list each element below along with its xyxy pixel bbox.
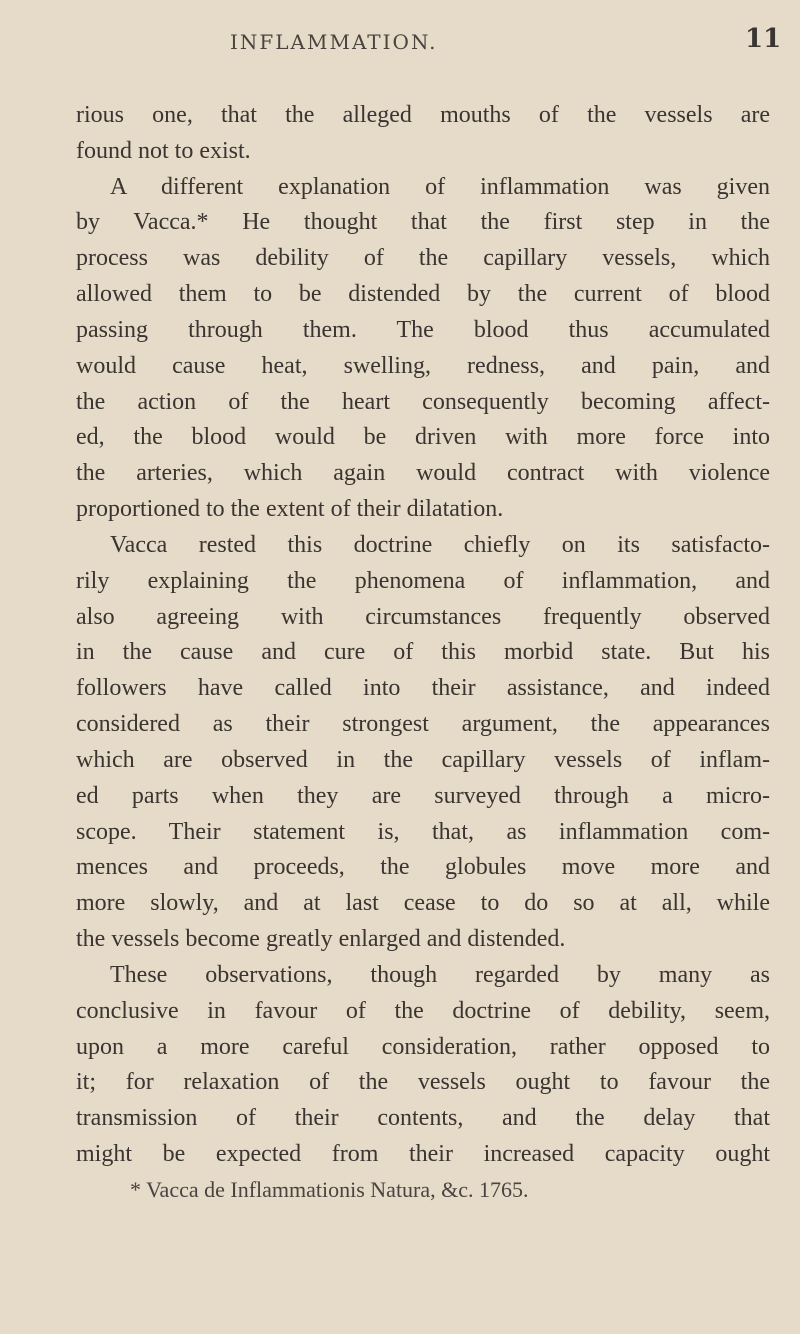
text-line: scope. Their statement is, that, as inflammation com- [76,818,770,845]
text-line: Vacca rested this doctrine chiefly on its satisfacto- [110,531,770,558]
text-line: mences and proceeds, the globules move more and [76,854,770,881]
text-line: upon a more careful consideration, rather opposed to [76,1033,770,1060]
footnote: * Vacca de Inflammationis Natura, &c. 1765. [130,1177,529,1202]
text-line: found not to exist. [76,137,251,164]
text-line: proportioned to the extent of their dilatation. [76,496,504,523]
text-line: transmission of their contents, and the delay that [76,1105,770,1132]
body-text [76,98,770,1173]
text-line: which are observed in the capillary vessels of inflam- [76,746,770,773]
text-line: more slowly, and at last cease to do so at all, while [76,890,770,917]
text-line: considered as their strongest argument, the appearances [76,711,770,738]
text-line: A different explanation of inflammation was given [110,173,770,200]
text-line: passing through them. The blood thus accumulated [76,316,770,343]
text-line: by Vacca.* He thought that the first step in the [76,209,770,236]
text-line: in the cause and cure of this morbid state. But his [76,639,770,666]
text-line: rily explaining the phenomena of inflammation, and [76,567,770,594]
text-line: rious one, that the alleged mouths of the vessels are [76,102,770,128]
text-line: also agreeing with circumstances frequently observed [76,603,770,630]
page-header [0,22,800,62]
page-number: 11 [745,24,782,54]
text-line: would cause heat, swelling, redness, and pain, and [76,352,770,379]
running-title: INFLAMMATION. [230,30,438,54]
text-line: the vessels become greatly enlarged and distended. [76,926,566,953]
text-line: the action of the heart consequently becoming affect- [76,388,770,415]
text-line: conclusive in favour of the doctrine of debility, seem, [76,997,770,1024]
text-line: might be expected from their increased capacity ought [76,1141,770,1168]
text-line: followers have called into their assistance, and indeed [76,675,770,702]
text-line: it; for relaxation of the vessels ought to favour the [76,1069,770,1096]
text-line: allowed them to be distended by the current of blood [76,281,770,308]
text-line: process was debility of the capillary vessels, which [76,245,770,272]
text-line: ed, the blood would be driven with more force into [76,424,770,451]
text-line: the arteries, which again would contract with violence [76,460,770,487]
text-line: ed parts when they are surveyed through a micro- [76,782,770,809]
text-line: These observations, though regarded by many as [110,961,770,988]
